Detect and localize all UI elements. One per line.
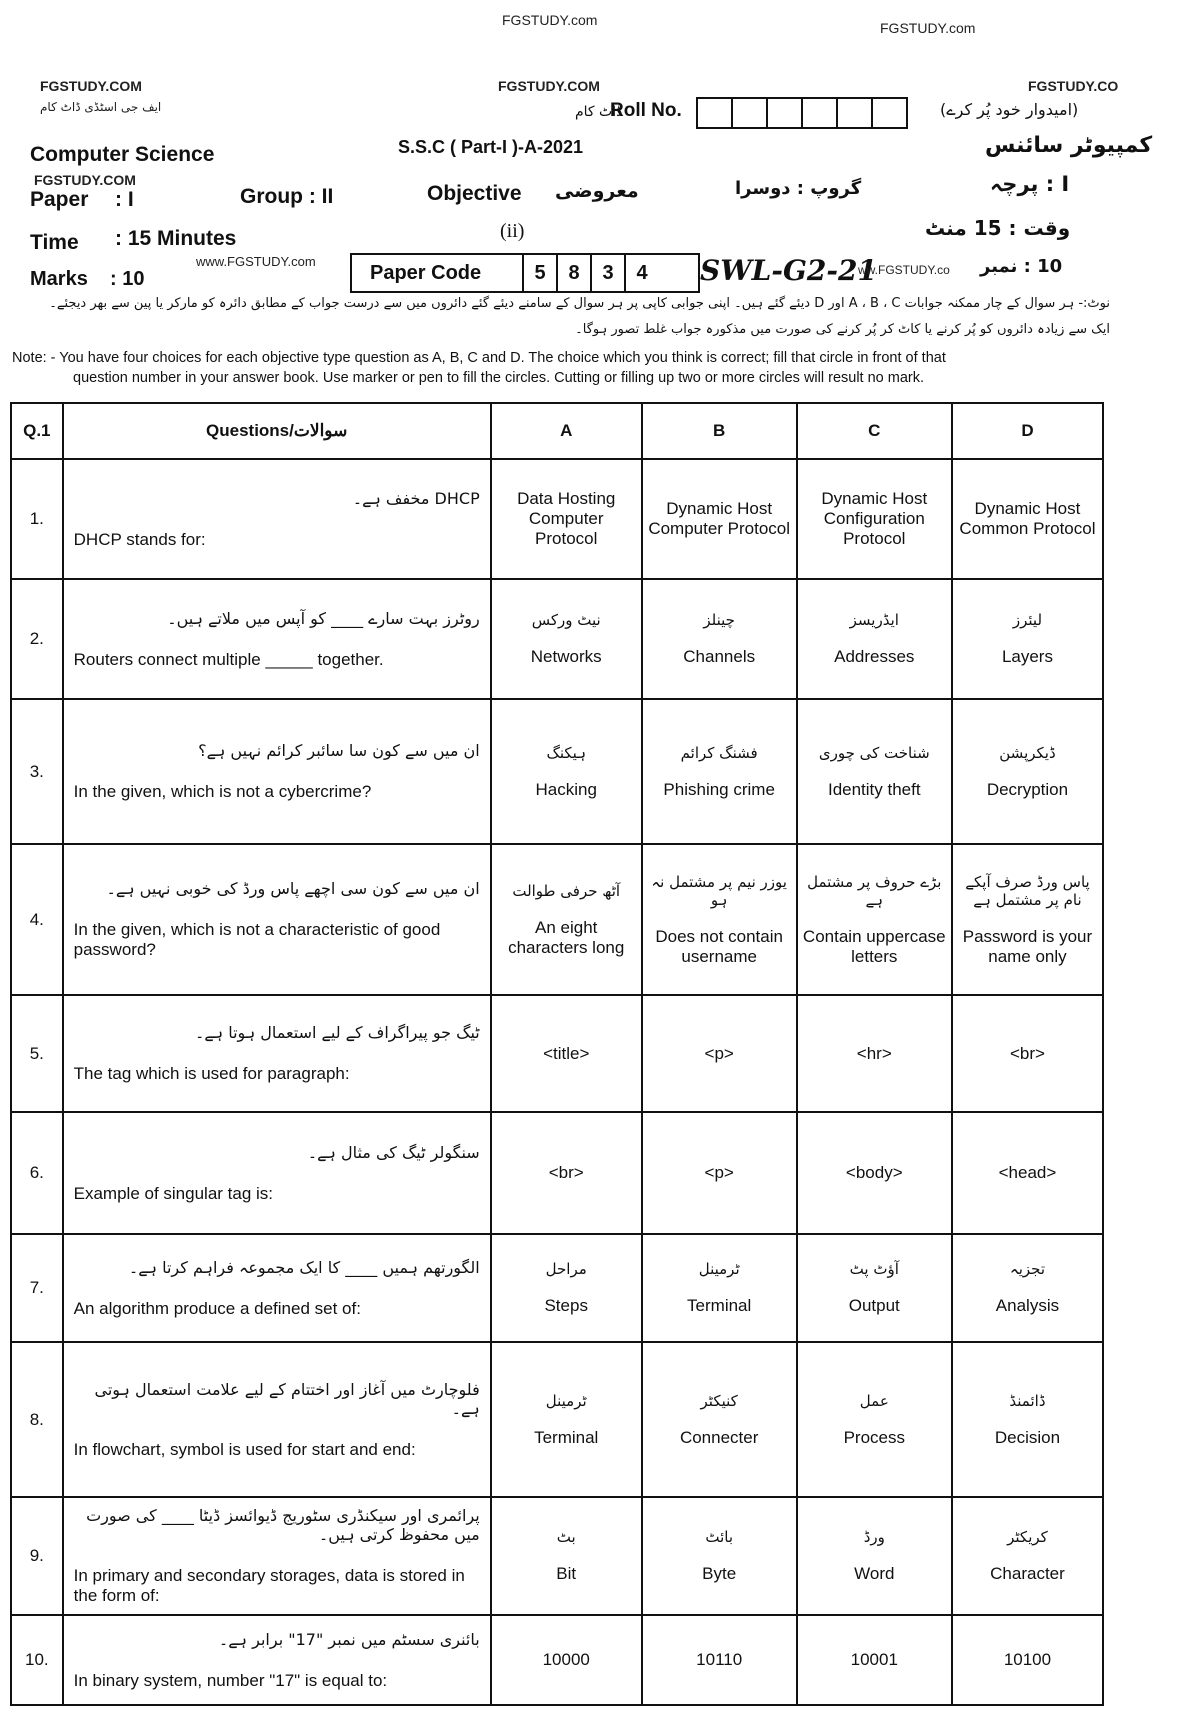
option-a [491, 459, 642, 579]
table-row [11, 579, 1103, 699]
option-b [642, 995, 797, 1112]
option-a [491, 1234, 642, 1342]
option-b [642, 1112, 797, 1234]
option-b [642, 1615, 797, 1705]
option-c [797, 1234, 952, 1342]
question-urdu: پرائمری اور سیکنڈری سٹوریج ڈیوائسز ڈیٹا ____ کی صورت میں محفوظ کرتی ہیں۔ [86, 1506, 480, 1544]
option-a [491, 1112, 642, 1234]
exam-title: S.S.C ( Part-I )-A-2021 [398, 137, 584, 157]
question-number: 10. [11, 1615, 63, 1705]
option-urdu: بائٹ [705, 1528, 733, 1546]
watermark-top-center: FGSTUDY.com [502, 12, 598, 28]
option-d [952, 459, 1103, 579]
option-b [642, 459, 797, 579]
watermark-code: ww.FGSTUDY.co [858, 263, 950, 277]
roll-box[interactable] [696, 97, 733, 129]
option-english: An eight characters long [508, 917, 625, 957]
option-english: 10100 [1003, 1650, 1052, 1669]
option-english: Bit [556, 1564, 577, 1583]
header-q: Q.1 [11, 403, 63, 459]
watermark-left: FGSTUDY.COM [40, 78, 142, 94]
option-d [952, 579, 1103, 699]
option-english: Terminal [534, 1427, 599, 1447]
option-urdu: پاس ورڈ صرف آپکے نام پر مشتمل ہے [965, 872, 1090, 909]
option-urdu: ہیکنگ [546, 743, 586, 762]
question-english: In flowchart, symbol is used for start and end: [73, 1439, 416, 1459]
question-urdu: ان میں سے کون سی اچھے پاس ورڈ کی خوبی نہیں ہے۔ [106, 879, 480, 898]
option-english: Dynamic Host Configuration Protocol [821, 489, 928, 548]
paper-value: : I [115, 188, 134, 211]
roll-box[interactable] [731, 97, 768, 129]
option-a [491, 579, 642, 699]
question-urdu: ٹیگ جو پیراگراف کے لیے استعمال ہوتا ہے۔ [195, 1023, 480, 1042]
option-b [642, 579, 797, 699]
objective-urdu: معروضی [555, 180, 639, 202]
option-english: Data Hosting Computer Protocol [517, 489, 616, 548]
roll-box[interactable] [871, 97, 908, 129]
question-urdu: سنگولر ٹیگ کی مثال ہے۔ [307, 1142, 480, 1162]
option-urdu: ٹرمینل [698, 1260, 740, 1278]
option-urdu: آؤٹ پٹ [849, 1260, 899, 1278]
option-english: Does not contain username [655, 926, 783, 966]
roll-box[interactable] [766, 97, 803, 129]
table-row [11, 1234, 1103, 1342]
roll-number-boxes[interactable] [698, 97, 908, 129]
option-d [952, 699, 1103, 844]
option-english: Layers [1001, 647, 1053, 666]
option-urdu: چینلز [703, 611, 735, 629]
option-english: Decryption [986, 779, 1069, 799]
paper-code-digit: 8 [556, 255, 590, 291]
option-urdu: یوزر نیم پر مشتمل نہ ہو [651, 872, 787, 909]
question-cell [63, 579, 491, 699]
table-row [11, 1615, 1103, 1705]
option-english: Channels [683, 647, 756, 666]
option-urdu: آٹھ حرفی طوالت [512, 881, 621, 900]
option-english: Networks [530, 647, 602, 666]
option-english: 10001 [850, 1650, 898, 1669]
option-english: <p> [704, 1043, 734, 1063]
paper-code-digit: 4 [624, 255, 658, 291]
option-urdu: ٹرمینل [545, 1391, 587, 1410]
paper-code-digit: 5 [522, 255, 556, 291]
option-english: Dynamic Host Computer Protocol [648, 499, 791, 538]
table-row [11, 699, 1103, 844]
question-english: In primary and secondary storages, data is stored in the form of: [73, 1566, 465, 1605]
header-questions: Questions/سوالات [63, 403, 491, 459]
option-english: Dynamic Host Common Protocol [959, 499, 1096, 538]
question-urdu: روٹرز بہت سارے ____ کو آپس میں ملاتے ہیں۔ [167, 608, 480, 628]
option-urdu: کریکٹر [1007, 1528, 1048, 1546]
option-a [491, 699, 642, 844]
questions-table [10, 402, 1104, 1706]
option-b [642, 1234, 797, 1342]
question-english: In binary system, number "17" is equal to: [73, 1670, 388, 1690]
option-english: Addresses [834, 647, 915, 666]
watermark-urdu-left: ایف جی اسٹڈی ڈاٹ کام [40, 100, 162, 114]
paper-code-label: Paper Code [370, 261, 482, 284]
roll-box[interactable] [801, 97, 838, 129]
option-a [491, 995, 642, 1112]
option-english: 10000 [542, 1650, 590, 1669]
question-cell [63, 1497, 491, 1615]
option-english: Word [854, 1564, 895, 1583]
objective-label: Objective [427, 182, 522, 205]
question-english: The tag which is used for paragraph: [73, 1064, 350, 1083]
option-c [797, 579, 952, 699]
option-b [642, 699, 797, 844]
table-row [11, 1497, 1103, 1615]
option-english: Steps [544, 1296, 588, 1315]
note-english-1: Note: - You have four choices for each objective type question as A, B, C and D. The choice which you think is correct; fill that circle in front of that [12, 350, 946, 366]
question-number: 4. [11, 844, 63, 995]
paper-code-box [350, 253, 700, 293]
watermark-right: FGSTUDY.CO [1028, 78, 1119, 94]
question-english: DHCP stands for: [73, 529, 206, 549]
question-number: 7. [11, 1234, 63, 1342]
question-cell [63, 699, 491, 844]
option-urdu: لیئرز [1012, 611, 1043, 629]
option-urdu: شناخت کی چوری [818, 743, 930, 762]
option-c [797, 1112, 952, 1234]
option-c [797, 844, 952, 995]
option-urdu: بٹ [556, 1528, 576, 1546]
question-number: 5. [11, 995, 63, 1112]
question-urdu: ان میں سے کون سا سائبر کرائم نہیں ہے؟ [198, 741, 480, 760]
question-urdu: بائنری سسٹم میں نمبر "17" برابر ہے۔ [218, 1629, 480, 1649]
marks-label: Marks [30, 268, 88, 290]
question-number: 8. [11, 1342, 63, 1497]
urdu-instruction-2: ایک سے زیادہ دائروں کو پُر کرنے یا کاٹ کر پُر کرنے کی صورت میں مذکورہ جواب غلط تصور ہوگا۔ [575, 322, 1110, 337]
question-number: 9. [11, 1497, 63, 1615]
option-english: <br> [548, 1163, 584, 1182]
option-english: <body> [845, 1163, 903, 1182]
option-urdu: تجزیہ [1009, 1260, 1046, 1278]
option-urdu: کنیکٹر [700, 1391, 738, 1410]
time-urdu: وقت : 15 منٹ [925, 216, 1071, 240]
question-number: 6. [11, 1112, 63, 1234]
roll-label: Roll No. [610, 100, 682, 121]
question-urdu: فلوچارٹ میں آغاز اور اختتام کے لیے علامت استعمال ہوتی ہے۔ [94, 1379, 480, 1418]
option-a [491, 1342, 642, 1497]
question-number: 3. [11, 699, 63, 844]
option-english: Process [843, 1427, 905, 1447]
question-cell [63, 1615, 491, 1705]
handwritten-code: SWL-G2-21 [700, 254, 877, 287]
marks-urdu: 10 : نمبر [980, 256, 1063, 277]
version-label: (ii) [500, 220, 525, 242]
table-row [11, 995, 1103, 1112]
question-english: Routers connect multiple _____ together. [73, 649, 384, 669]
option-urdu: ڈیکرپشن [999, 743, 1056, 762]
option-d [952, 1112, 1103, 1234]
subject-english: Computer Science [30, 143, 215, 166]
option-urdu: ایڈریسز [849, 611, 899, 629]
time-value: : 15 Minutes [115, 227, 237, 250]
option-english: 10110 [696, 1650, 743, 1669]
option-b [642, 1497, 797, 1615]
subject-urdu: کمپیوٹر سائنس [985, 133, 1153, 158]
time-label: Time [30, 231, 79, 254]
option-a [491, 844, 642, 995]
option-english: Hacking [535, 779, 597, 799]
option-d [952, 1497, 1103, 1615]
table-row [11, 1342, 1103, 1497]
option-english: Terminal [687, 1296, 752, 1315]
option-d [952, 1342, 1103, 1497]
table-row [11, 844, 1103, 995]
option-urdu: نیٹ ورکس [531, 611, 601, 629]
header-a: A [491, 403, 642, 459]
option-a [491, 1615, 642, 1705]
option-english: Connecter [679, 1427, 759, 1447]
question-english: Example of singular tag is: [73, 1183, 274, 1203]
paper-label: Paper [30, 188, 89, 211]
header-c: C [797, 403, 952, 459]
option-d [952, 1615, 1103, 1705]
paper-code-digit: 3 [590, 255, 624, 291]
option-english: <hr> [856, 1043, 892, 1063]
header-d: D [952, 403, 1103, 459]
option-urdu: بڑے حروف پر مشتمل ہے [807, 872, 942, 909]
option-urdu: عمل [859, 1391, 889, 1410]
marks-value: : 10 [110, 268, 145, 290]
option-c [797, 1342, 952, 1497]
option-c [797, 699, 952, 844]
question-english: In the given, which is not a cybercrime? [73, 782, 372, 801]
table-header-row [11, 403, 1103, 459]
question-cell [63, 1234, 491, 1342]
option-d [952, 1234, 1103, 1342]
option-english: Password is your name only [962, 926, 1093, 966]
option-english: Output [848, 1296, 900, 1315]
watermark-mid: FGSTUDY.COM [498, 78, 600, 94]
option-english: Phishing crime [663, 779, 775, 799]
watermark-paper: FGSTUDY.COM [34, 172, 136, 188]
option-urdu: ورڈ [863, 1528, 885, 1546]
option-urdu: فشنگ کرائم [680, 743, 758, 762]
option-english: <head> [998, 1163, 1057, 1182]
option-english: Byte [702, 1564, 737, 1583]
question-english: In the given, which is not a characteristic of good password? [73, 920, 441, 959]
roll-urdu-right: (امیدوار خود پُر کرے) [940, 100, 1079, 119]
note-english-2: question number in your answer book. Use marker or pen to fill the circles. Cutting or filling up two or more circles will result no mark. [73, 370, 925, 386]
option-english: <title> [543, 1043, 590, 1063]
question-cell [63, 1342, 491, 1497]
table-row [11, 459, 1103, 579]
watermark-top-right: FGSTUDY.com [880, 20, 976, 36]
question-cell [63, 1112, 491, 1234]
option-a [491, 1497, 642, 1615]
option-english: Contain uppercase letters [802, 926, 946, 966]
group-label: Group : II [240, 185, 334, 208]
question-number: 2. [11, 579, 63, 699]
urdu-instruction-1: نوٹ:- ہر سوال کے چار ممکنہ جوابات A ، B ، C اور D دیئے گئے ہیں۔ اپنی جوابی کاپی پر ہر سوال کے سامنے دیئے گئے دائروں میں سے درست جواب کے مطابق دائرہ کو مارکر یا پین سے بھر دیجئے۔ [49, 296, 1110, 311]
question-english: An algorithm produce a defined set of: [73, 1298, 361, 1318]
option-english: Analysis [995, 1296, 1060, 1315]
question-cell [63, 459, 491, 579]
option-urdu: ڈائمنڈ [1009, 1391, 1046, 1410]
question-cell [63, 995, 491, 1112]
watermark-marks: www.FGSTUDY.com [196, 254, 316, 269]
option-b [642, 1342, 797, 1497]
option-b [642, 844, 797, 995]
option-d [952, 995, 1103, 1112]
option-english: <p> [704, 1163, 734, 1182]
option-c [797, 1497, 952, 1615]
header-b: B [642, 403, 797, 459]
question-cell [63, 844, 491, 995]
option-d [952, 844, 1103, 995]
roll-urdu-left: ڈاٹ کام [575, 104, 623, 120]
option-c [797, 459, 952, 579]
question-urdu: DHCP مخفف ہے۔ [352, 488, 480, 508]
roll-box[interactable] [836, 97, 873, 129]
paper-urdu: I : پرچہ [990, 172, 1070, 196]
option-english: Decision [994, 1427, 1061, 1447]
option-c [797, 1615, 952, 1705]
option-english: <br> [1009, 1043, 1045, 1063]
question-number: 1. [11, 459, 63, 579]
table-row [11, 1112, 1103, 1234]
option-urdu: مراحل [545, 1260, 587, 1278]
group-urdu: گروپ : دوسرا [735, 178, 862, 199]
option-english: Character [990, 1564, 1065, 1583]
question-urdu: الگورتھم ہمیں ____ کا ایک مجموعہ فراہم کرتا ہے۔ [128, 1257, 480, 1277]
option-english: Identity theft [827, 779, 921, 799]
option-c [797, 995, 952, 1112]
